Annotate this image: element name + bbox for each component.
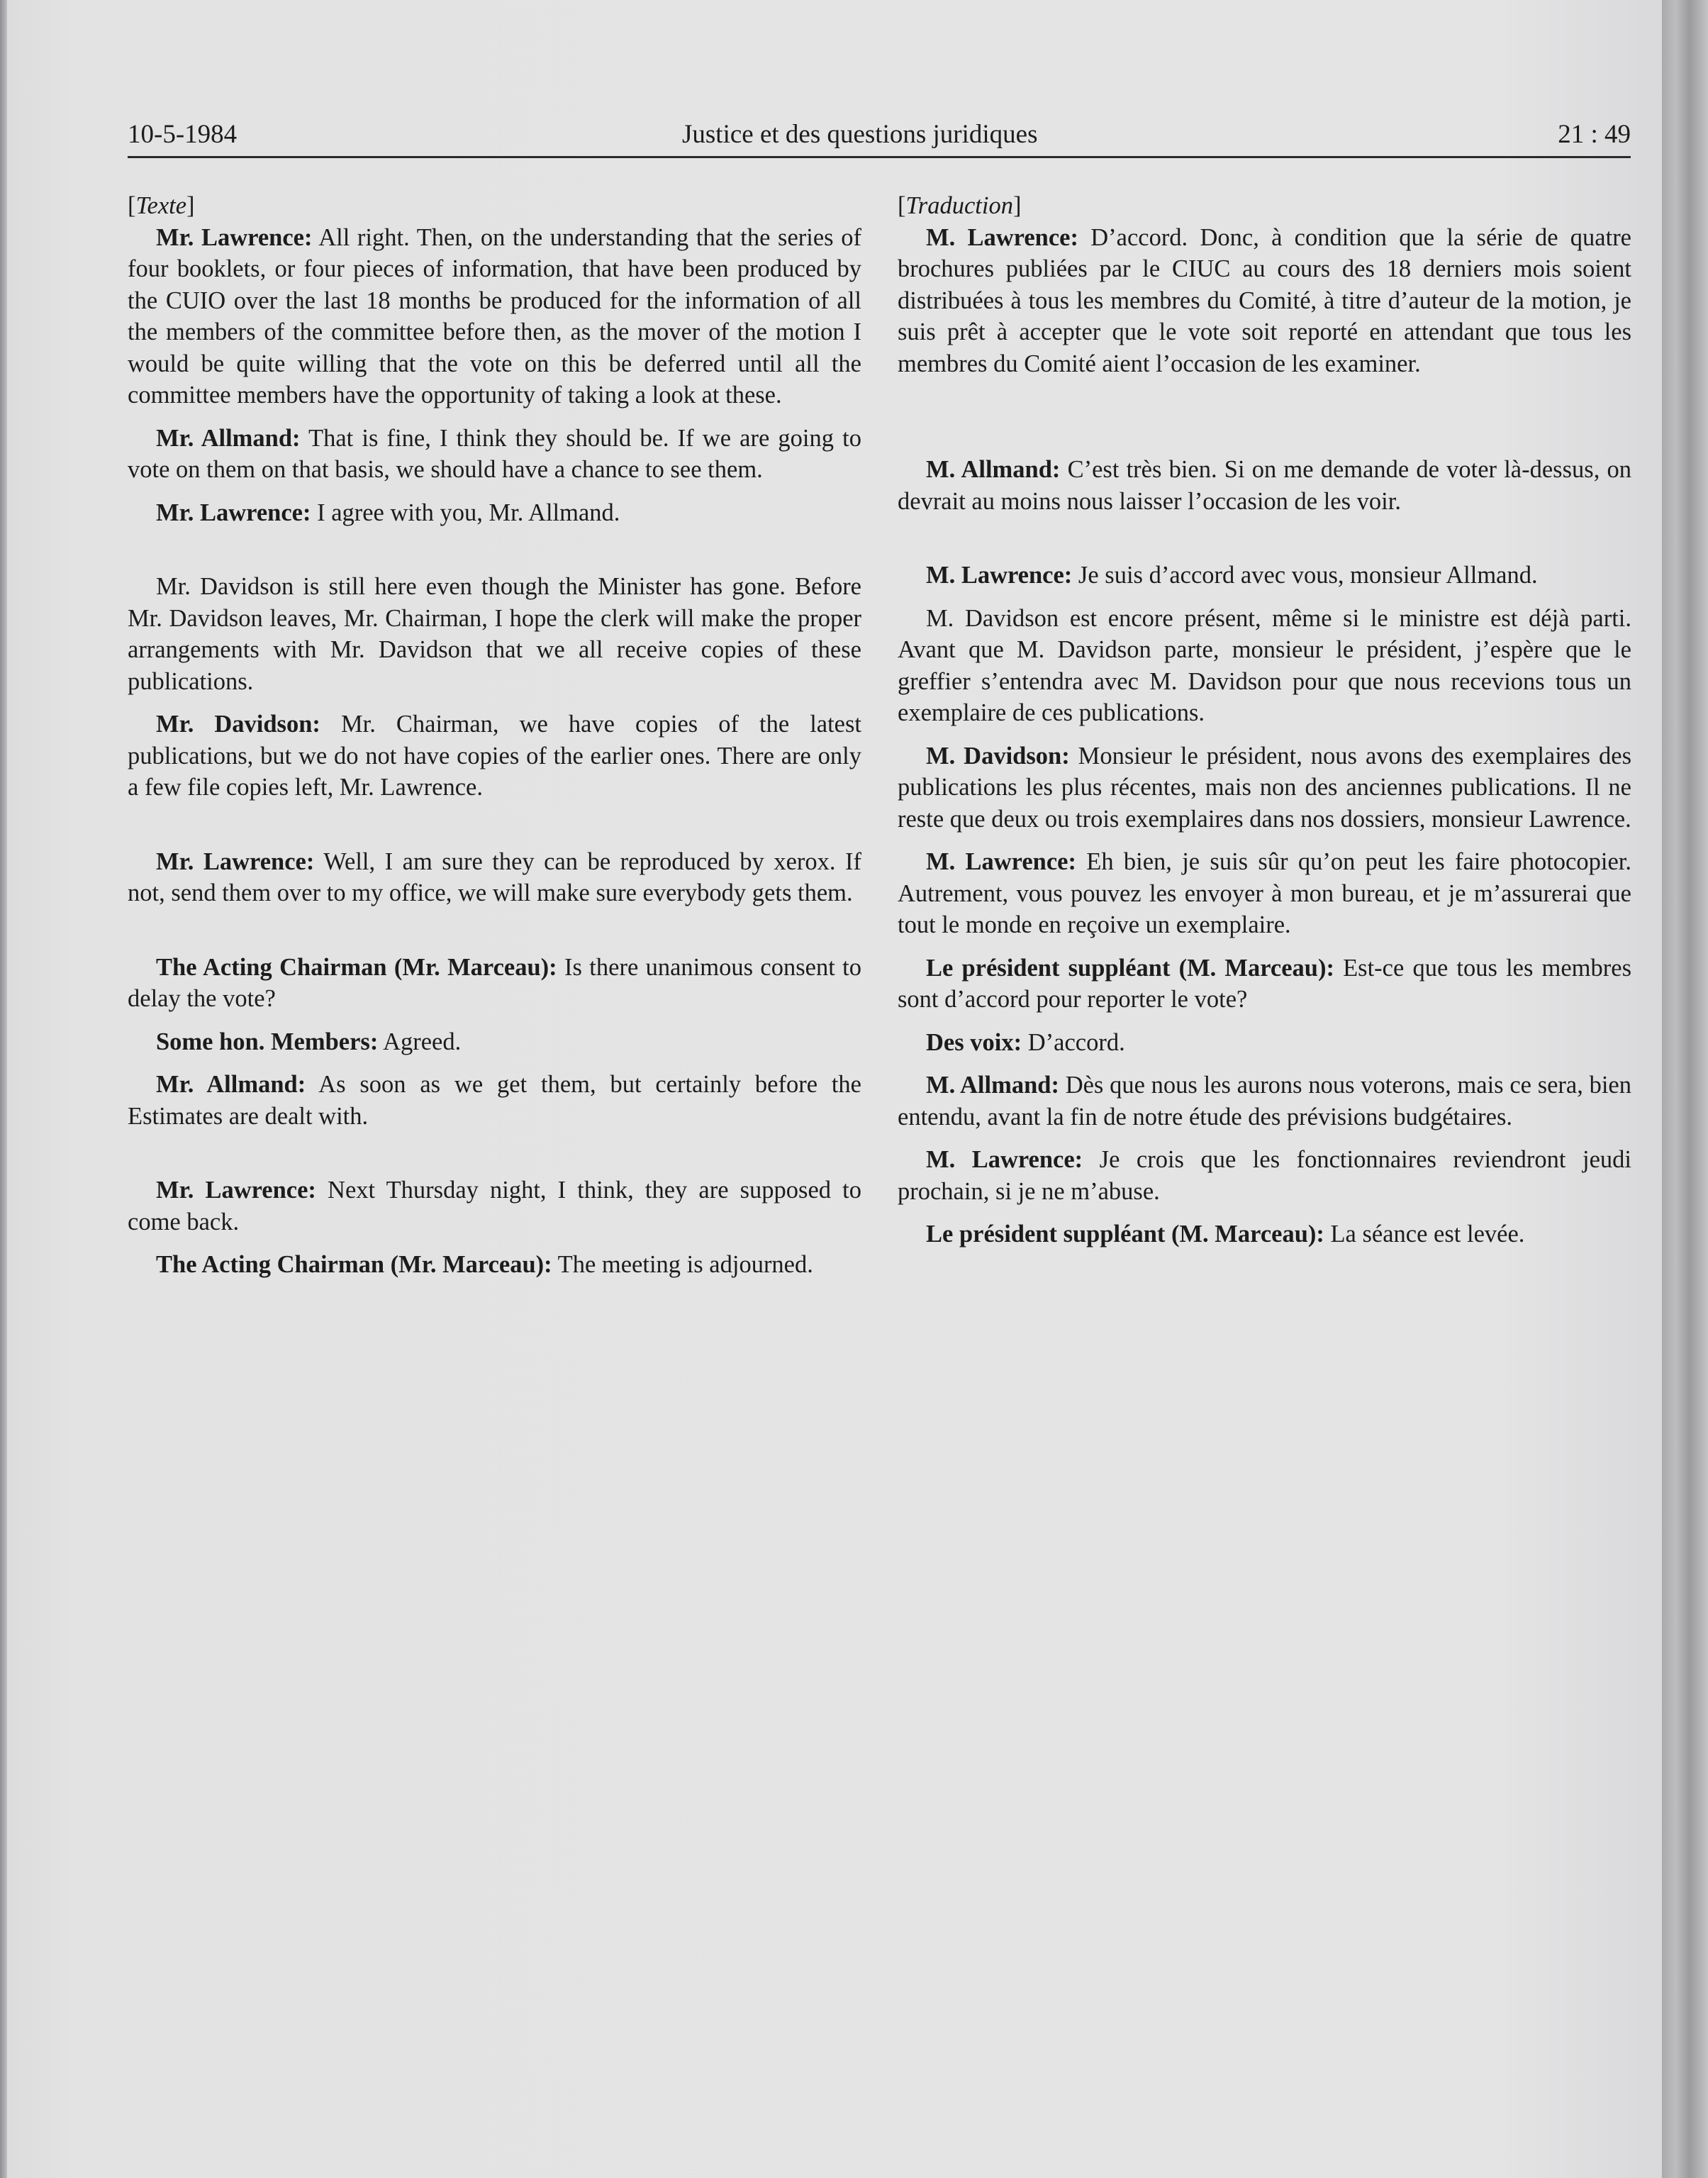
- speech: Dès que nous les aurons nous voterons, mais ce sera, bien entendu, avant la fin de notre étude des prévisions budgétaires.: [898, 1072, 1631, 1130]
- page-header: [128, 113, 1631, 158]
- speech: Is there unanimous consent to delay the vote?: [128, 953, 862, 1012]
- paragraph: [128, 709, 861, 804]
- header-page-number: 21 : 49: [1558, 120, 1631, 149]
- paragraph: [128, 846, 861, 909]
- speech: Mr. Davidson is still here even though the Minister has gone. Before Mr. Davidson leaves, Mr. Chairman, I hope the clerk will make the proper arrangements with Mr. Davidson that we all receive copies of these publications.: [128, 573, 861, 695]
- speech: D’accord. Donc, à condition que la série de quatre brochures publiées par le CIUC au cours des 18 derniers mois soient distribuées à tous les membres du Comité, à titre d’auteur de la motion, je suis prêt à accepter que le vote soit reporté en attendant que tous les membres du Comité aient l’occasion de les examiner.: [898, 223, 1631, 377]
- speaker: M. Allmand:: [926, 1072, 1059, 1099]
- speaker: Mr. Lawrence:: [156, 848, 315, 875]
- speaker: Mr. Allmand:: [156, 1071, 306, 1098]
- paragraph: [898, 740, 1631, 835]
- paragraph: [128, 1249, 861, 1281]
- speech: D’accord.: [1022, 1028, 1125, 1056]
- speaker: Mr. Allmand:: [156, 424, 301, 452]
- paragraph: [898, 846, 1631, 941]
- speech: Monsieur le président, nous avons des exemplaires des publications les plus récentes, mais non des anciennes publications. Il ne reste que deux ou trois exemplaires dans nos dossiers, monsieur Lawrence.: [898, 742, 1631, 833]
- speaker: Mr. Davidson:: [156, 711, 320, 738]
- paragraph: [128, 222, 861, 411]
- speech: C’est très bien. Si on me demande de voter là-dessus, on devrait au moins nous laisser l’occasion de les voir.: [898, 456, 1631, 515]
- speaker: The Acting Chairman (Mr. Marceau):: [156, 1251, 552, 1278]
- language-label: [ Traduction ]: [898, 190, 1631, 222]
- paragraph: [128, 1026, 861, 1058]
- paragraph: [898, 1027, 1631, 1059]
- speech: As soon as we get them, but certainly before the Estimates are dealt with.: [128, 1071, 861, 1130]
- header-date: 10-5-1984: [128, 120, 238, 149]
- paragraph: [128, 497, 861, 529]
- paragraph: [128, 1069, 861, 1132]
- paragraph: [898, 1218, 1631, 1250]
- paragraph: [898, 603, 1631, 729]
- paragraph: [898, 1144, 1631, 1207]
- speech: Est-ce que tous les membres sont d’accord pour reporter le vote?: [898, 954, 1631, 1013]
- paragraph: [898, 952, 1631, 1016]
- speaker: M. Lawrence:: [926, 848, 1076, 875]
- speech: Eh bien, je suis sûr qu’on peut les faire photocopier. Autrement, vous pouvez les envoyer à mon bureau, et je m’assurerai que tout le monde en reçoive un exemplaire.: [898, 848, 1631, 938]
- speaker: Some hon. Members:: [156, 1028, 379, 1055]
- speaker: Mr. Lawrence:: [156, 499, 311, 526]
- speech: Next Thursday night, I think, they are supposed to come back.: [128, 1177, 861, 1235]
- speaker: M. Lawrence:: [926, 562, 1073, 589]
- language-label: [ Texte ]: [128, 190, 861, 222]
- paragraph: [898, 560, 1631, 591]
- speech: Well, I am sure they can be reproduced by xerox. If not, send them over to my office, we will make sure everybody gets them.: [128, 848, 861, 906]
- paragraph: [898, 222, 1631, 380]
- speech: That is fine, I think they should be. If we are going to vote on them on that basis, we should have a chance to see them.: [128, 424, 861, 483]
- speaker: Le président suppléant (M. Marceau):: [926, 1221, 1324, 1248]
- paragraph: [898, 1069, 1631, 1133]
- speaker: M. Davidson:: [926, 742, 1070, 769]
- speaker: The Acting Chairman (Mr. Marceau):: [156, 953, 557, 981]
- speech: All right. Then, on the understanding that the series of four booklets, or four pieces of information, that have been produced by the CUIO over the last 18 months be produced for the information of all the members of the committee before then, as the mover of the motion I would be quite willing that the vote on this be deferred until all the committee members have the opportunity of taking a look at these.: [128, 223, 861, 409]
- paragraph: [898, 454, 1631, 517]
- paragraph: [128, 423, 861, 486]
- speaker: Mr. Lawrence:: [156, 223, 313, 251]
- speaker: Le président suppléant (M. Marceau):: [926, 954, 1334, 982]
- paragraph: [128, 952, 861, 1015]
- speaker: M. Lawrence:: [926, 223, 1078, 251]
- speech: The meeting is adjourned.: [552, 1251, 813, 1278]
- speaker: Mr. Lawrence:: [156, 1177, 316, 1204]
- paragraph: [128, 1174, 861, 1238]
- page-right-binding: [1662, 0, 1708, 2178]
- header-title: Justice et des questions juridiques: [682, 120, 1038, 149]
- english-column: [128, 190, 861, 1281]
- speech: Je crois que les fonctionnaires reviendront jeudi prochain, si je ne m’abuse.: [898, 1146, 1631, 1205]
- french-column: [898, 190, 1631, 1250]
- speaker: Des voix:: [926, 1028, 1022, 1056]
- speech: La séance est levée.: [1324, 1221, 1525, 1248]
- speech: M. Davidson est encore présent, même si le ministre est déjà parti. Avant que M. Davidson parte, monsieur le président, j’espère que le greffier s’entendra avec M. Davidson pour que nous recevions tous un exemplaire de ces publications.: [898, 604, 1631, 726]
- speech: I agree with you, Mr. Allmand.: [311, 499, 620, 526]
- paragraph: [128, 571, 861, 697]
- speech: Mr. Chairman, we have copies of the latest publications, but we do not have copies of the earlier ones. There are only a few file copies left, Mr. Lawrence.: [128, 711, 861, 801]
- speech: Agreed.: [378, 1028, 462, 1055]
- speaker: M. Allmand:: [926, 456, 1061, 483]
- speech: Je suis d’accord avec vous, monsieur Allmand.: [1072, 562, 1538, 589]
- speaker: M. Lawrence:: [926, 1146, 1083, 1173]
